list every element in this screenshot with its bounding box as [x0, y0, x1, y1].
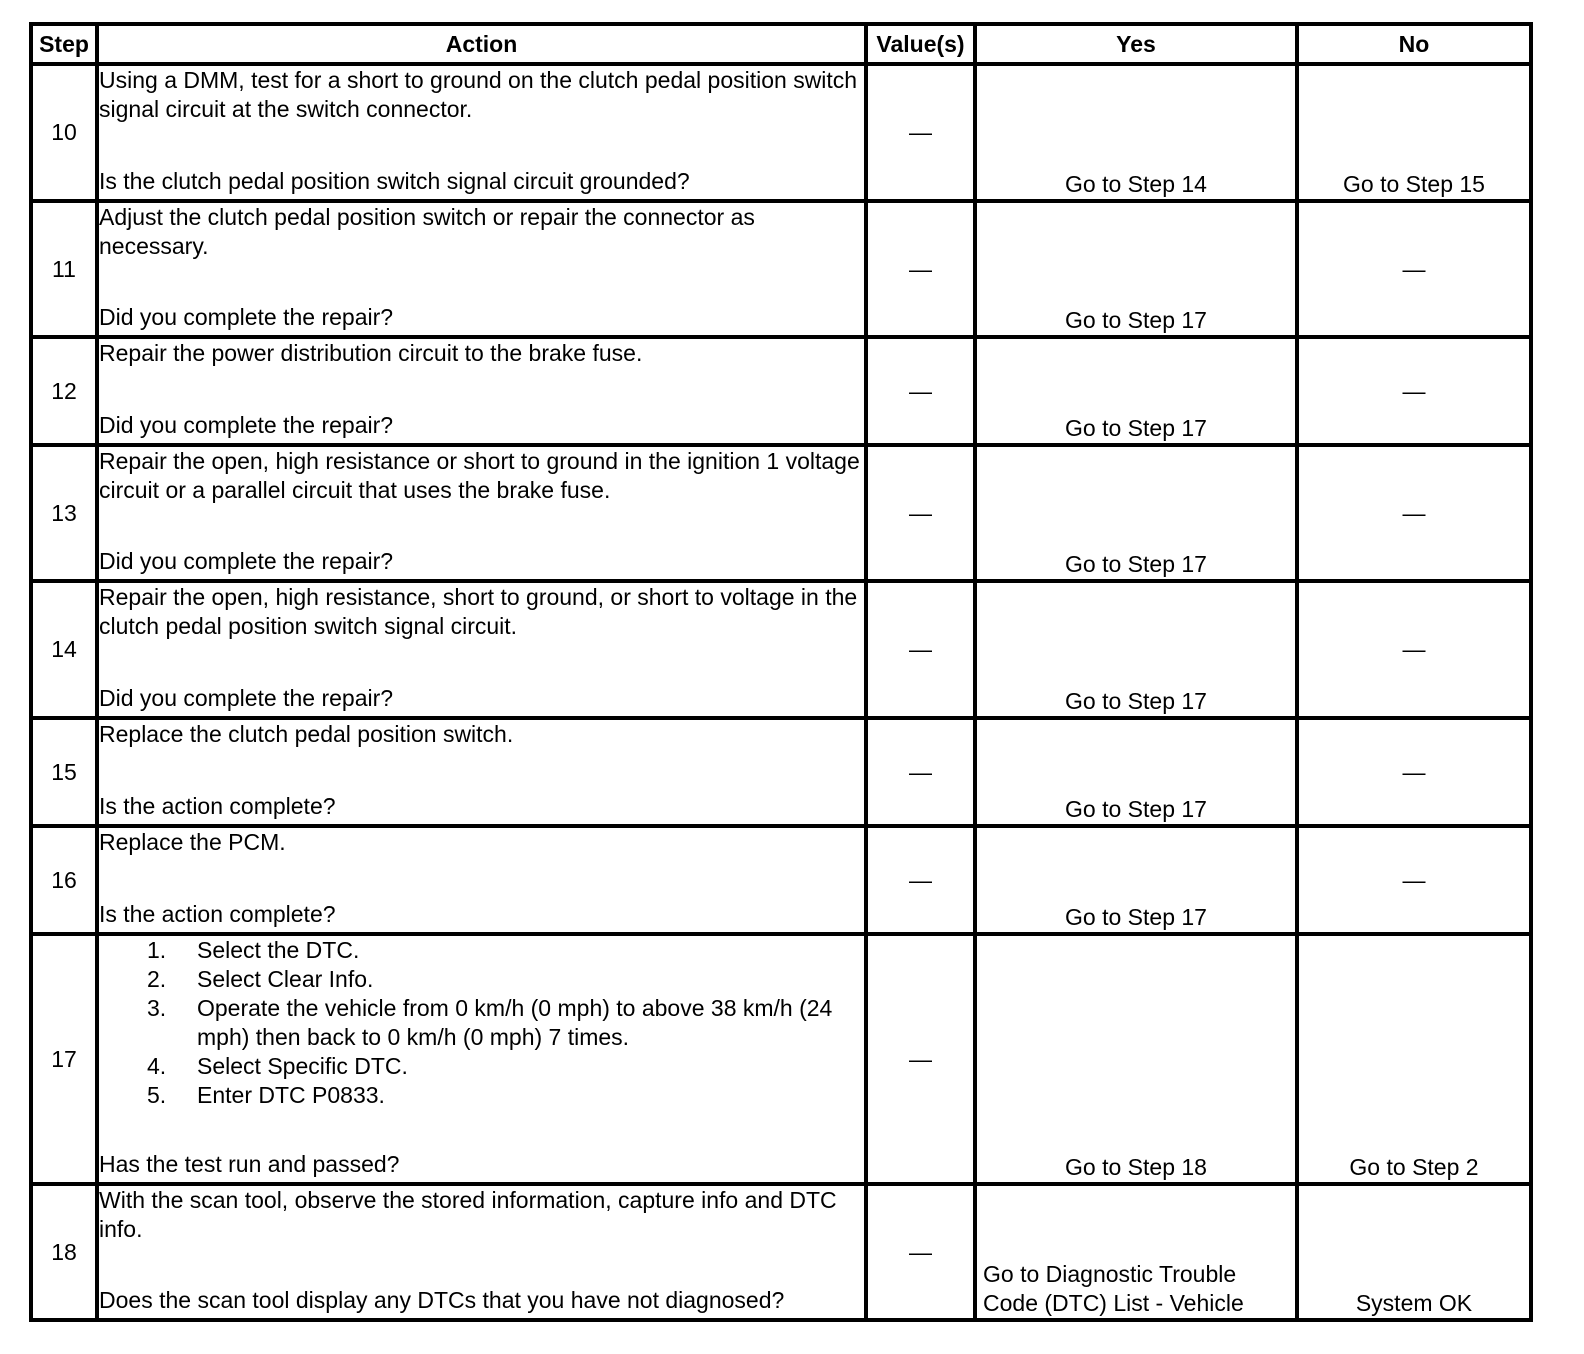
action-cell [97, 201, 866, 337]
diagnostic-table [29, 22, 1533, 1322]
table-row [31, 934, 1531, 1184]
value-cell: — [866, 445, 975, 581]
table-row [31, 64, 1531, 201]
yes-cell: Go to Step 17 [975, 445, 1297, 581]
list-item: 4. Select Specific DTC. [147, 1053, 408, 1079]
no-cell: — [1297, 201, 1531, 337]
action-question: Did you complete the repair? [99, 685, 394, 711]
action-cell [97, 1184, 866, 1320]
substep-list [99, 936, 864, 1110]
yes-cell: Go to Step 17 [975, 826, 1297, 934]
value-cell: — [866, 64, 975, 201]
action-cell [97, 445, 866, 581]
value-cell: — [866, 201, 975, 337]
table-row [31, 581, 1531, 718]
step-number: 12 [31, 337, 97, 445]
table-row [31, 718, 1531, 826]
action-question: Is the clutch pedal position switch signal circuit grounded? [99, 168, 690, 194]
yes-cell: Go to Step 17 [975, 337, 1297, 445]
list-item: 3. Operate the vehicle from 0 km/h (0 mph) to above 38 km/h (24 mph) then back to 0 km/h (0 mph) 7 times. [147, 995, 833, 1050]
header-action: Action [97, 24, 866, 64]
header-values: Value(s) [866, 24, 975, 64]
action-question: Did you complete the repair? [99, 548, 394, 574]
no-cell: — [1297, 826, 1531, 934]
action-cell [97, 718, 866, 826]
action-instruction: Repair the power distribution circuit to the brake fuse. [99, 340, 643, 366]
table-row [31, 1184, 1531, 1320]
header-row [31, 24, 1531, 64]
action-question: Did you complete the repair? [99, 412, 394, 438]
no-cell: — [1297, 337, 1531, 445]
no-cell: Go to Step 2 [1297, 934, 1531, 1184]
action-cell [97, 934, 866, 1184]
action-cell [97, 337, 866, 445]
action-instruction: Replace the clutch pedal position switch. [99, 721, 514, 747]
step-number: 15 [31, 718, 97, 826]
step-number: 13 [31, 445, 97, 581]
yes-cell: Go to Step 17 [975, 581, 1297, 718]
value-cell: — [866, 337, 975, 445]
action-instruction: Using a DMM, test for a short to ground on the clutch pedal position switch signal circuit at the switch connector. [99, 67, 858, 122]
action-question: Has the test run and passed? [99, 1151, 400, 1177]
yes-cell: Go to Step 17 [975, 201, 1297, 337]
yes-cell: Go to Diagnostic Trouble Code (DTC) List - Vehicle [975, 1184, 1297, 1320]
action-instruction: Repair the open, high resistance, short to ground, or short to voltage in the clutch pedal position switch signal circuit. [99, 584, 858, 639]
step-number: 11 [31, 201, 97, 337]
no-cell: System OK [1297, 1184, 1531, 1320]
action-instruction: Replace the PCM. [99, 829, 286, 855]
no-cell: — [1297, 445, 1531, 581]
value-cell: — [866, 1184, 975, 1320]
table-row [31, 826, 1531, 934]
header-no: No [1297, 24, 1531, 64]
action-question: Did you complete the repair? [99, 304, 394, 330]
action-question: Is the action complete? [99, 901, 336, 927]
no-cell: Go to Step 15 [1297, 64, 1531, 201]
list-item: 1. Select the DTC. [147, 937, 360, 963]
value-cell: — [866, 718, 975, 826]
step-number: 17 [31, 934, 97, 1184]
action-question: Is the action complete? [99, 793, 336, 819]
value-cell: — [866, 826, 975, 934]
step-number: 14 [31, 581, 97, 718]
action-instruction: With the scan tool, observe the stored information, capture info and DTC info. [99, 1187, 837, 1242]
action-instruction: Repair the open, high resistance or short to ground in the ignition 1 voltage circuit or a parallel circuit that uses the brake fuse. [99, 448, 860, 503]
step-number: 18 [31, 1184, 97, 1320]
action-cell [97, 64, 866, 201]
table-row [31, 337, 1531, 445]
action-question: Does the scan tool display any DTCs that you have not diagnosed? [99, 1287, 785, 1313]
no-cell: — [1297, 718, 1531, 826]
list-item: 5. Enter DTC P0833. [147, 1082, 385, 1108]
yes-cell: Go to Step 17 [975, 718, 1297, 826]
action-cell [97, 581, 866, 718]
action-instruction: Adjust the clutch pedal position switch or repair the connector as necessary. [99, 204, 755, 259]
step-number: 10 [31, 64, 97, 201]
table-row [31, 445, 1531, 581]
step-number: 16 [31, 826, 97, 934]
header-yes: Yes [975, 24, 1297, 64]
yes-cell: Go to Step 18 [975, 934, 1297, 1184]
table-row [31, 201, 1531, 337]
list-item: 2. Select Clear Info. [147, 966, 374, 992]
header-step: Step [31, 24, 97, 64]
yes-cell: Go to Step 14 [975, 64, 1297, 201]
value-cell: — [866, 934, 975, 1184]
no-cell: — [1297, 581, 1531, 718]
action-cell [97, 826, 866, 934]
value-cell: — [866, 581, 975, 718]
